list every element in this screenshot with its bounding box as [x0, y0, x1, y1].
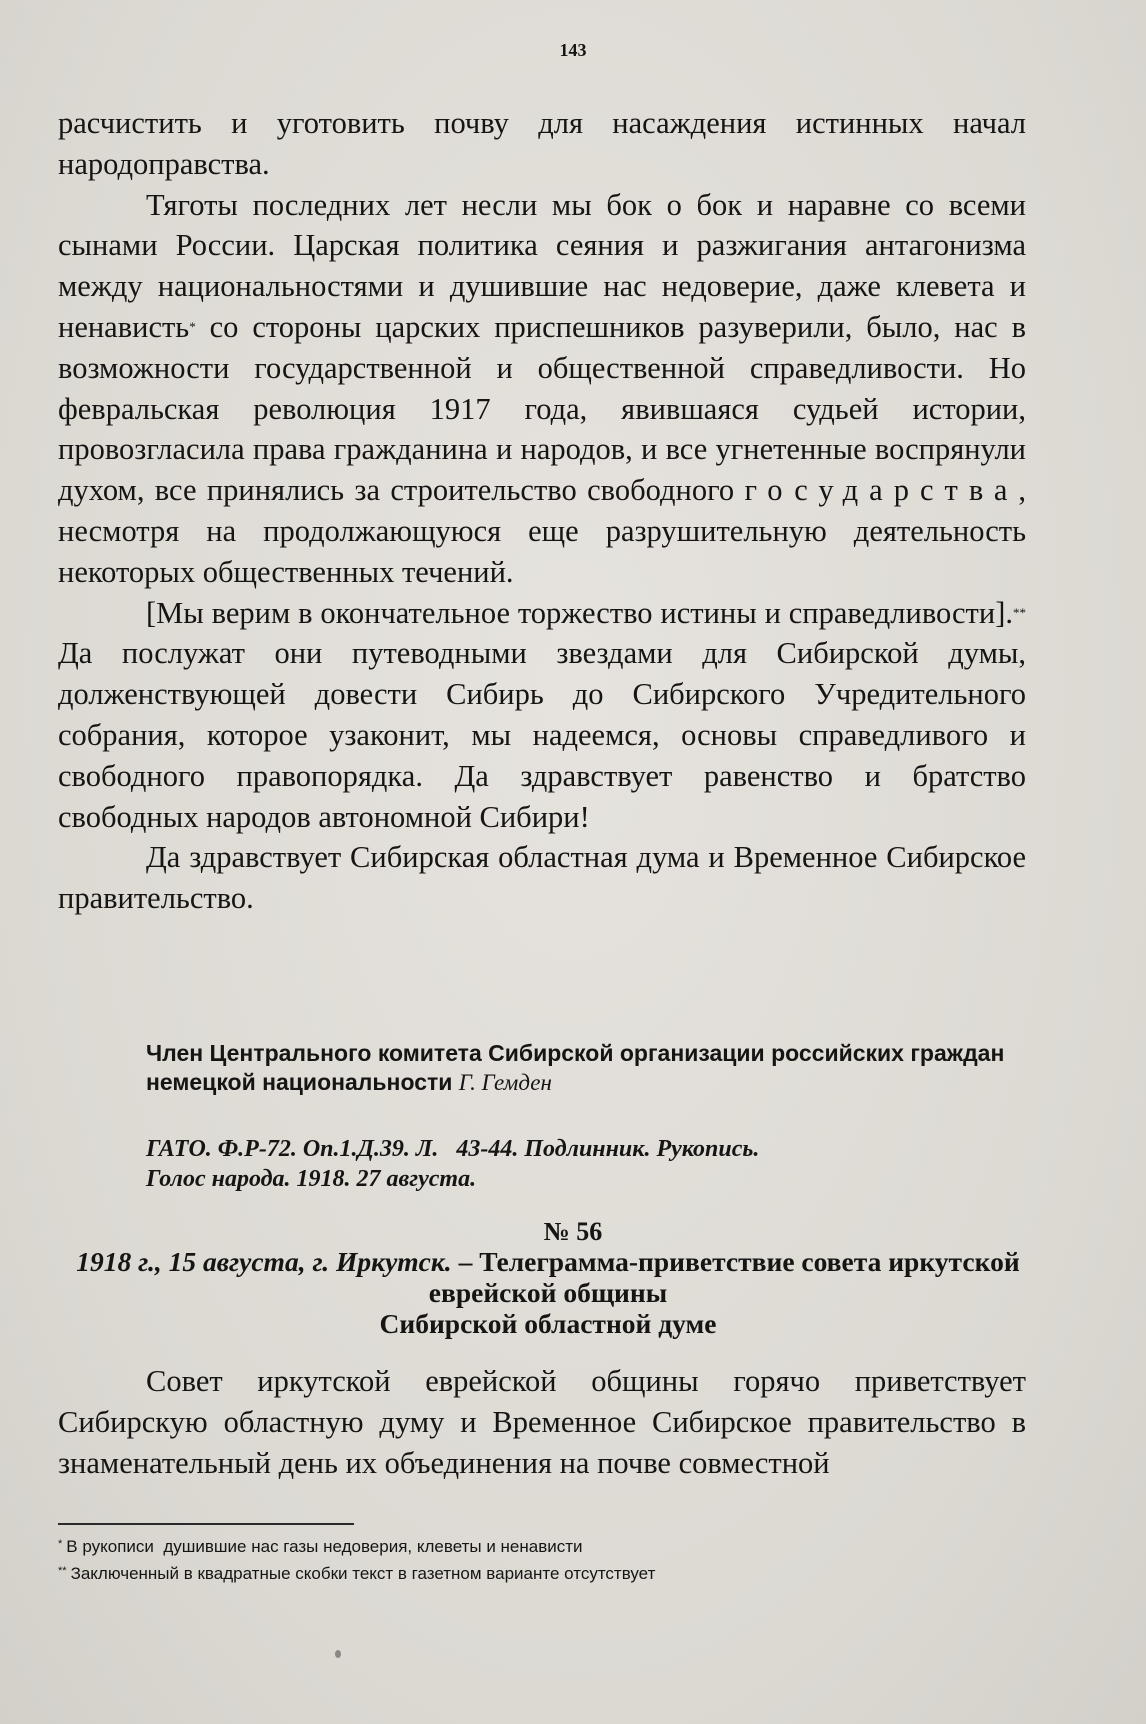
paragraph-5: Совет иркутской еврейской общины горячо приветствует Сибирскую областную думу и Временное Сибирское правительство в знаменательный день их объединения на почве совместной: [58, 1364, 1026, 1480]
document-title-part-2: Сибирской областной думе: [379, 1308, 717, 1339]
footnote-1-text: В рукописи душившие нас газы недоверия, клеветы и ненависти: [66, 1537, 583, 1556]
footnote-ref-1: *: [189, 318, 196, 334]
paragraph-1: расчистить и уготовить почву для насаждения истинных начал народоправства.: [58, 106, 1026, 181]
paragraph-2-text-end: , несмотря на продолжающуюся еще разрушительную деятельность некоторых общественных течений.: [58, 473, 1026, 589]
body-text-bottom: [58, 1361, 1026, 1483]
signature-text: Член Центрального комитета Сибирской организации российских граждан немецкой национальности: [146, 1040, 1005, 1095]
footnote-divider: [58, 1523, 354, 1525]
document-date-place: 1918 г., 15 августа, г. Иркутск.: [76, 1246, 452, 1277]
paragraph-3: [58, 593, 1026, 838]
document-title-part-1: – Телеграмма-приветствие совета иркутской еврейской общины: [428, 1246, 1020, 1308]
signature: [146, 1039, 1006, 1097]
footnote-2-mark: **: [58, 1565, 67, 1577]
archive-line-2: Голос народа. 1918. 27 августа.: [146, 1166, 477, 1192]
body-text-top: [58, 103, 1026, 919]
document-heading: [68, 1246, 1028, 1339]
paragraph-3-text-before: [Мы верим в окончательное торжество истины и справедливости].: [146, 595, 1013, 630]
footnote-1-mark: *: [58, 1538, 63, 1550]
signature-author: Г. Гемден: [458, 1070, 552, 1095]
page-number: 143: [559, 40, 587, 60]
footnotes: [58, 1532, 1018, 1586]
footnote-1: [58, 1532, 1018, 1559]
footnote-2-text: Заключенный в квадратные скобки текст в газетном варианте отсутствует: [70, 1564, 656, 1583]
archive-reference: [146, 1134, 1006, 1194]
document-number: № 56: [543, 1217, 603, 1246]
paragraph-2-text-after: со стороны царских приспешников разуверили, было, нас в возможности государственной и общественной справедливости. Но февральская революция 1917 года, явившаяся судьей истории, провозгласила права гражданина и народов, и все угнетенные воспрянули духом, все принялись за строительство свободного: [58, 309, 1026, 508]
footnote-2: [58, 1559, 1018, 1586]
paragraph-3-text-after: Да послужат они путеводными звездами для Сибирской думы, долженствующей довести Сибирь до Сибирского Учредительного собрания, которое узаконит, мы надеемся, основы справедливого и свободного правопорядка. Да здравствует равенство и братство свободных народов автономной Сибири!: [58, 636, 1026, 834]
paragraph-2-text-before: Тяготы последних лет несли мы бок о бок и наравне со всеми сынами России. Царская политика сеяния и разжигания антагонизма между национальностями и душившие нас недоверие, даже клевета и ненависть: [58, 187, 1026, 344]
spaced-word: государства: [744, 473, 1019, 508]
paragraph-2: [58, 185, 1026, 593]
paper-speck: [335, 1650, 341, 1658]
paragraph-4: Да здравствует Сибирская областная дума и Временное Сибирское правительство.: [58, 840, 1026, 916]
archive-line-1: ГАТО. Ф.Р-72. Оп.1.Д.39. Л. 43-44. Подлинник. Рукопись.: [146, 1136, 760, 1162]
footnote-ref-2: **: [1013, 604, 1026, 620]
